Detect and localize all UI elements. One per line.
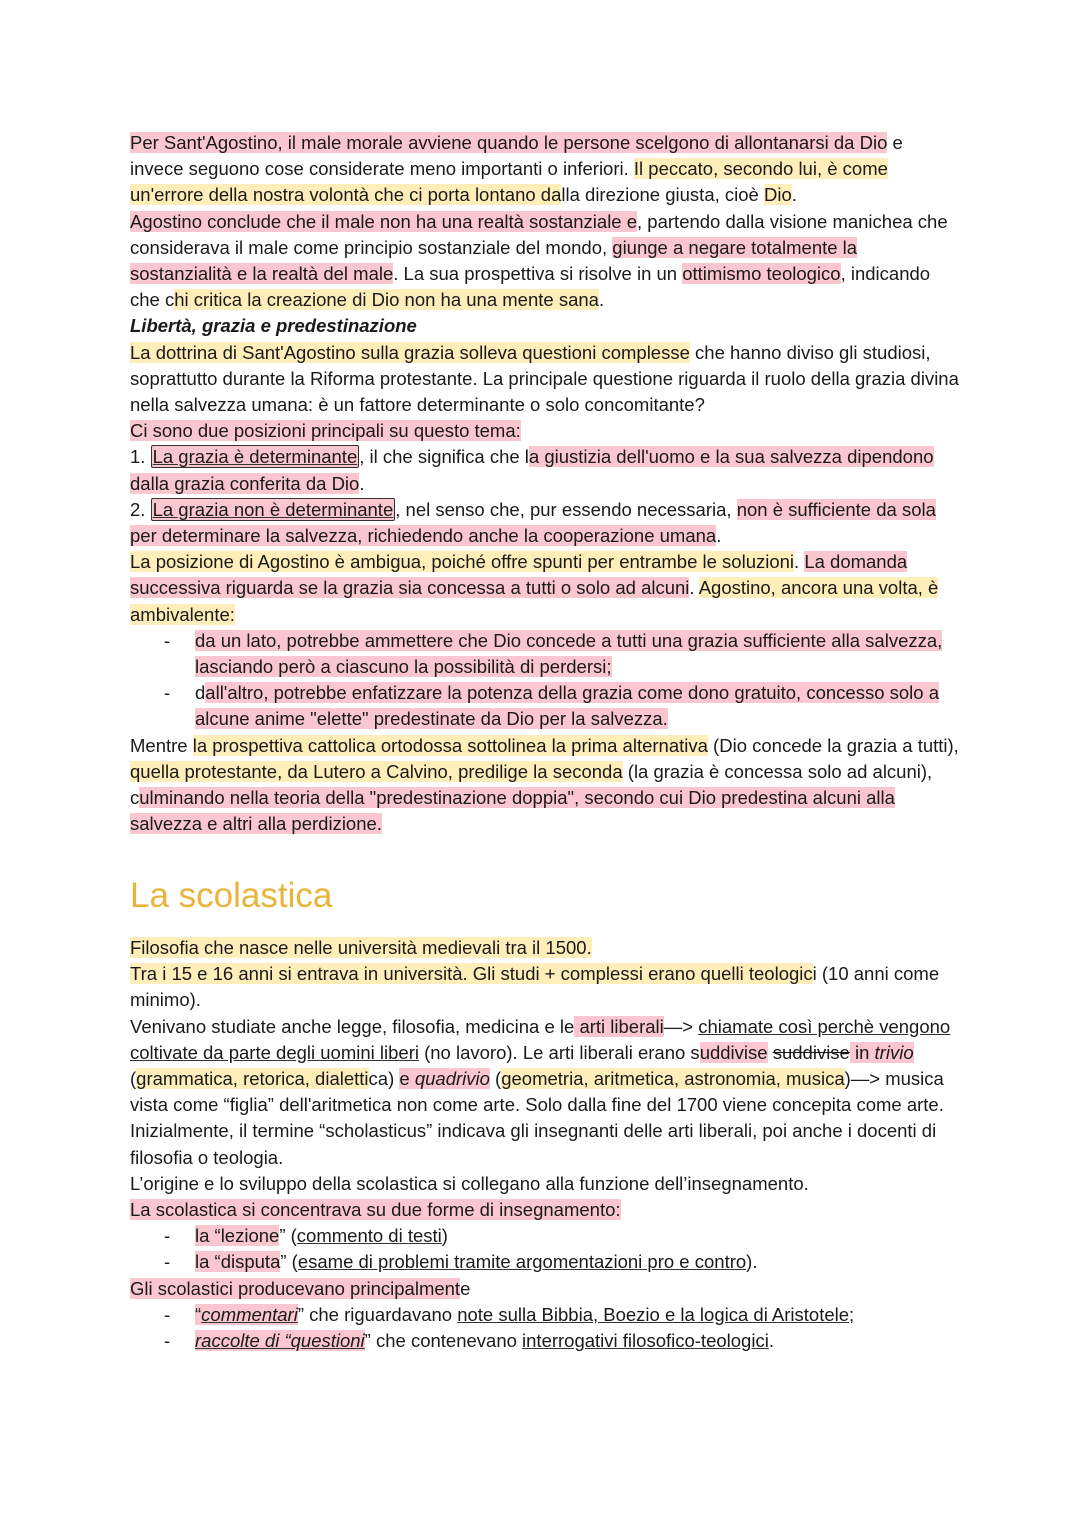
highlight: giunge a negare totalmente la sostanzialità e la realtà del male bbox=[130, 236, 858, 285]
text: 1. bbox=[130, 446, 151, 468]
productions-list bbox=[130, 1302, 960, 1354]
highlight-italic: raccolte di “questioni bbox=[195, 1330, 365, 1352]
highlight: Agostino conclude che il male non ha una realtà sostanziale e bbox=[130, 210, 638, 232]
highlight: Per Sant'Agostino, il male morale avviene quando le persone scelgono di allontanarsi da Dio bbox=[130, 132, 888, 153]
highlight: arti liberali bbox=[574, 1015, 664, 1037]
highlight-italic: commentari bbox=[201, 1303, 298, 1325]
text: . bbox=[359, 472, 365, 494]
highlight: all'altro, potrebbe enfatizzare la potenza della grazia come dono gratuito, concesso solo a alcune anime "elette" predestinate da Dio per la salvezza. bbox=[195, 682, 940, 730]
text: ). bbox=[746, 1251, 758, 1273]
highlight: Agostino, ancora una volta, è ambivalente: bbox=[130, 577, 939, 625]
highlight: non è sufficiente da sola per determinare la salvezza, richiedendo anche la cooperazione umana bbox=[130, 498, 936, 547]
paragraph-produzione bbox=[130, 1276, 960, 1302]
highlight: Gli scolastici producevano principalment bbox=[130, 1277, 461, 1299]
boxed-term: La grazia è determinante bbox=[152, 446, 358, 468]
text: lla direzione giusta, cioè bbox=[561, 184, 764, 206]
teaching-forms-list bbox=[130, 1223, 960, 1275]
boxed-term: La grazia non è determinante bbox=[152, 498, 394, 520]
line-universita bbox=[130, 961, 960, 1013]
highlight: la prospettiva cattolica ortodossa sottolinea la prima alternativa bbox=[192, 734, 708, 756]
highlight: Filosofia che nasce nelle università medievali tra il 1500. bbox=[130, 937, 592, 958]
list-item-determinante bbox=[130, 444, 960, 496]
text: ” ( bbox=[279, 1225, 297, 1247]
highlight: La dottrina di Sant'Agostino sulla grazia solleva questioni complesse bbox=[130, 341, 690, 363]
highlight: ottimismo teologico bbox=[682, 263, 841, 285]
highlight: Tra i 15 e 16 anni si entrava in università. Gli studi + complessi erano quelli teologic bbox=[130, 963, 813, 985]
paragraph-due-posizioni bbox=[130, 418, 960, 444]
text: —> bbox=[663, 1015, 699, 1037]
underlined: chiamate così perchè vengono coltivate da parte degli uomini liberi bbox=[130, 1015, 951, 1063]
highlight: quella protestante, da Lutero a Calvino, predilige la seconda bbox=[130, 760, 623, 782]
text: ” che riguardavano bbox=[297, 1303, 458, 1325]
text: e invece seguono cose considerate meno importanti o inferiori. bbox=[130, 132, 903, 180]
text: 2. bbox=[130, 498, 151, 520]
highlight: da un lato, potrebbe ammettere che Dio concede a tutti una grazia sufficiente alla salvezza, lasciando però a ciascuno la possibilità di perdersi; bbox=[195, 629, 943, 678]
subheading-liberta-grazia: Libertà, grazia e predestinazione bbox=[130, 315, 417, 337]
text: (no lavoro). Le arti liberali erano s bbox=[418, 1041, 700, 1063]
section-scolastica bbox=[130, 935, 960, 1354]
text: Mentre bbox=[130, 734, 193, 756]
list-item bbox=[130, 680, 960, 732]
section-title-scolastica: La scolastica bbox=[130, 876, 333, 915]
paragraph-forme bbox=[130, 1197, 960, 1223]
highlight: Dio bbox=[763, 184, 792, 206]
text: ( bbox=[130, 1068, 137, 1090]
highlight: “ bbox=[195, 1303, 202, 1325]
paragraph-scholasticus: Inizialmente, il termine “scholasticus” indicava gli insegnanti delle arti liberali, poi anche i docenti di filosofia o teologia. bbox=[130, 1120, 937, 1168]
text: . La sua prospettiva si risolve in un bbox=[393, 263, 683, 285]
text: ca) bbox=[368, 1068, 400, 1090]
line-origine bbox=[130, 935, 960, 961]
highlight: geometria, aritmetica, astronomia, musica bbox=[501, 1068, 845, 1090]
text: ” ( bbox=[280, 1251, 298, 1273]
highlight: a giustizia dell'uomo e la sua salvezza dipendono dalla grazia conferita da Dio bbox=[130, 446, 934, 494]
highlight: in bbox=[849, 1041, 875, 1063]
highlight: la “disputa bbox=[195, 1251, 281, 1273]
paragraph-male-morale bbox=[130, 130, 960, 313]
text: . bbox=[794, 551, 805, 573]
highlight-italic: quadrivio bbox=[414, 1068, 490, 1090]
paragraph-cattolica-protestante bbox=[130, 733, 960, 838]
paragraph-insegnamento: L’origine e lo sviluppo della scolastica si collegano alla funzione dell’insegnamento. bbox=[130, 1172, 809, 1194]
list-item bbox=[130, 628, 960, 680]
highlight: e bbox=[399, 1068, 415, 1090]
highlight: ulminando nella teoria della "predestinazione doppia", secondo cui Dio predestina alcuni alla salvezza e altri alla perdizione. bbox=[130, 787, 895, 835]
text: ; bbox=[849, 1303, 855, 1325]
list-item bbox=[130, 1223, 960, 1249]
list-item bbox=[130, 1328, 960, 1354]
list-item-non-determinante bbox=[130, 497, 960, 549]
text: che hanno diviso gli studiosi, soprattutto durante la Riforma protestante. La principale questione riguarda il ruolo della grazia divina nella salvezza umana: è un fattore determinante o solo concomitante? bbox=[130, 341, 959, 416]
highlight: grammatica, retorica, dialetti bbox=[136, 1068, 369, 1090]
text: i (10 anni come minimo). bbox=[130, 963, 940, 1011]
text: e bbox=[460, 1277, 471, 1299]
section-agostino bbox=[130, 130, 960, 837]
highlight: La posizione di Agostino è ambigua, poiché offre spunti per entrambe le soluzioni bbox=[130, 551, 795, 573]
text: ( bbox=[489, 1068, 502, 1090]
paragraph-arti-liberali bbox=[130, 1014, 960, 1119]
highlight: Ci sono due posizioni principali su questo tema: bbox=[130, 420, 521, 442]
text: d bbox=[195, 682, 206, 704]
text: , indicando che c bbox=[130, 263, 931, 311]
text: Venivano studiate anche legge, filosofia, medicina e le bbox=[130, 1015, 575, 1037]
list-item bbox=[130, 1249, 960, 1275]
ambivalence-list bbox=[130, 628, 960, 733]
paragraph-posizione-ambigua bbox=[130, 549, 960, 628]
highlight: Il peccato, secondo lui, è come un'errore della nostra volontà che ci porta lontano da bbox=[130, 158, 888, 206]
list-item bbox=[130, 1302, 960, 1328]
text: ” che contenevano bbox=[364, 1330, 523, 1352]
text: , partendo dalla visione manichea che considerava il male come principio sostanziale del mondo, bbox=[130, 210, 948, 258]
text: , nel senso che, pur essendo necessaria, bbox=[395, 498, 737, 520]
underlined: note sulla Bibbia, Boezio e la logica di Aristotele bbox=[457, 1303, 850, 1325]
highlight-italic: trivio bbox=[874, 1041, 914, 1063]
text: (Dio concede la grazia a tutti), bbox=[707, 734, 959, 756]
underlined: commento di testi bbox=[296, 1225, 442, 1247]
text: . bbox=[716, 525, 722, 547]
highlight: uddivise bbox=[699, 1041, 768, 1063]
text: . bbox=[791, 184, 797, 206]
highlight: La scolastica si concentrava su due forme di insegnamento: bbox=[130, 1199, 621, 1221]
paragraph-dottrina-grazia bbox=[130, 340, 960, 419]
text: . bbox=[598, 289, 605, 311]
strikethrough: suddivise bbox=[772, 1041, 850, 1063]
highlight: la “lezione bbox=[195, 1225, 280, 1247]
text: , il che significa che l bbox=[359, 446, 529, 468]
text: (la grazia è concessa solo ad alcuni), c bbox=[130, 760, 933, 809]
underlined: interrogativi filosofico-teologici bbox=[522, 1330, 769, 1352]
text: ) bbox=[441, 1225, 448, 1247]
text: . bbox=[689, 577, 699, 599]
underlined: esame di problemi tramite argomentazioni pro e contro bbox=[297, 1251, 747, 1273]
highlight: hi critica la creazione di Dio non ha una mente sana bbox=[174, 289, 599, 311]
text: )—> musica vista come “figlia” dell'aritmetica non come arte. Solo dalla fine del 1700 viene concepita come arte. bbox=[130, 1068, 944, 1116]
text: . bbox=[768, 1330, 774, 1352]
highlight: La domanda successiva riguarda se la grazia sia concessa a tutti o solo ad alcuni bbox=[130, 551, 908, 599]
